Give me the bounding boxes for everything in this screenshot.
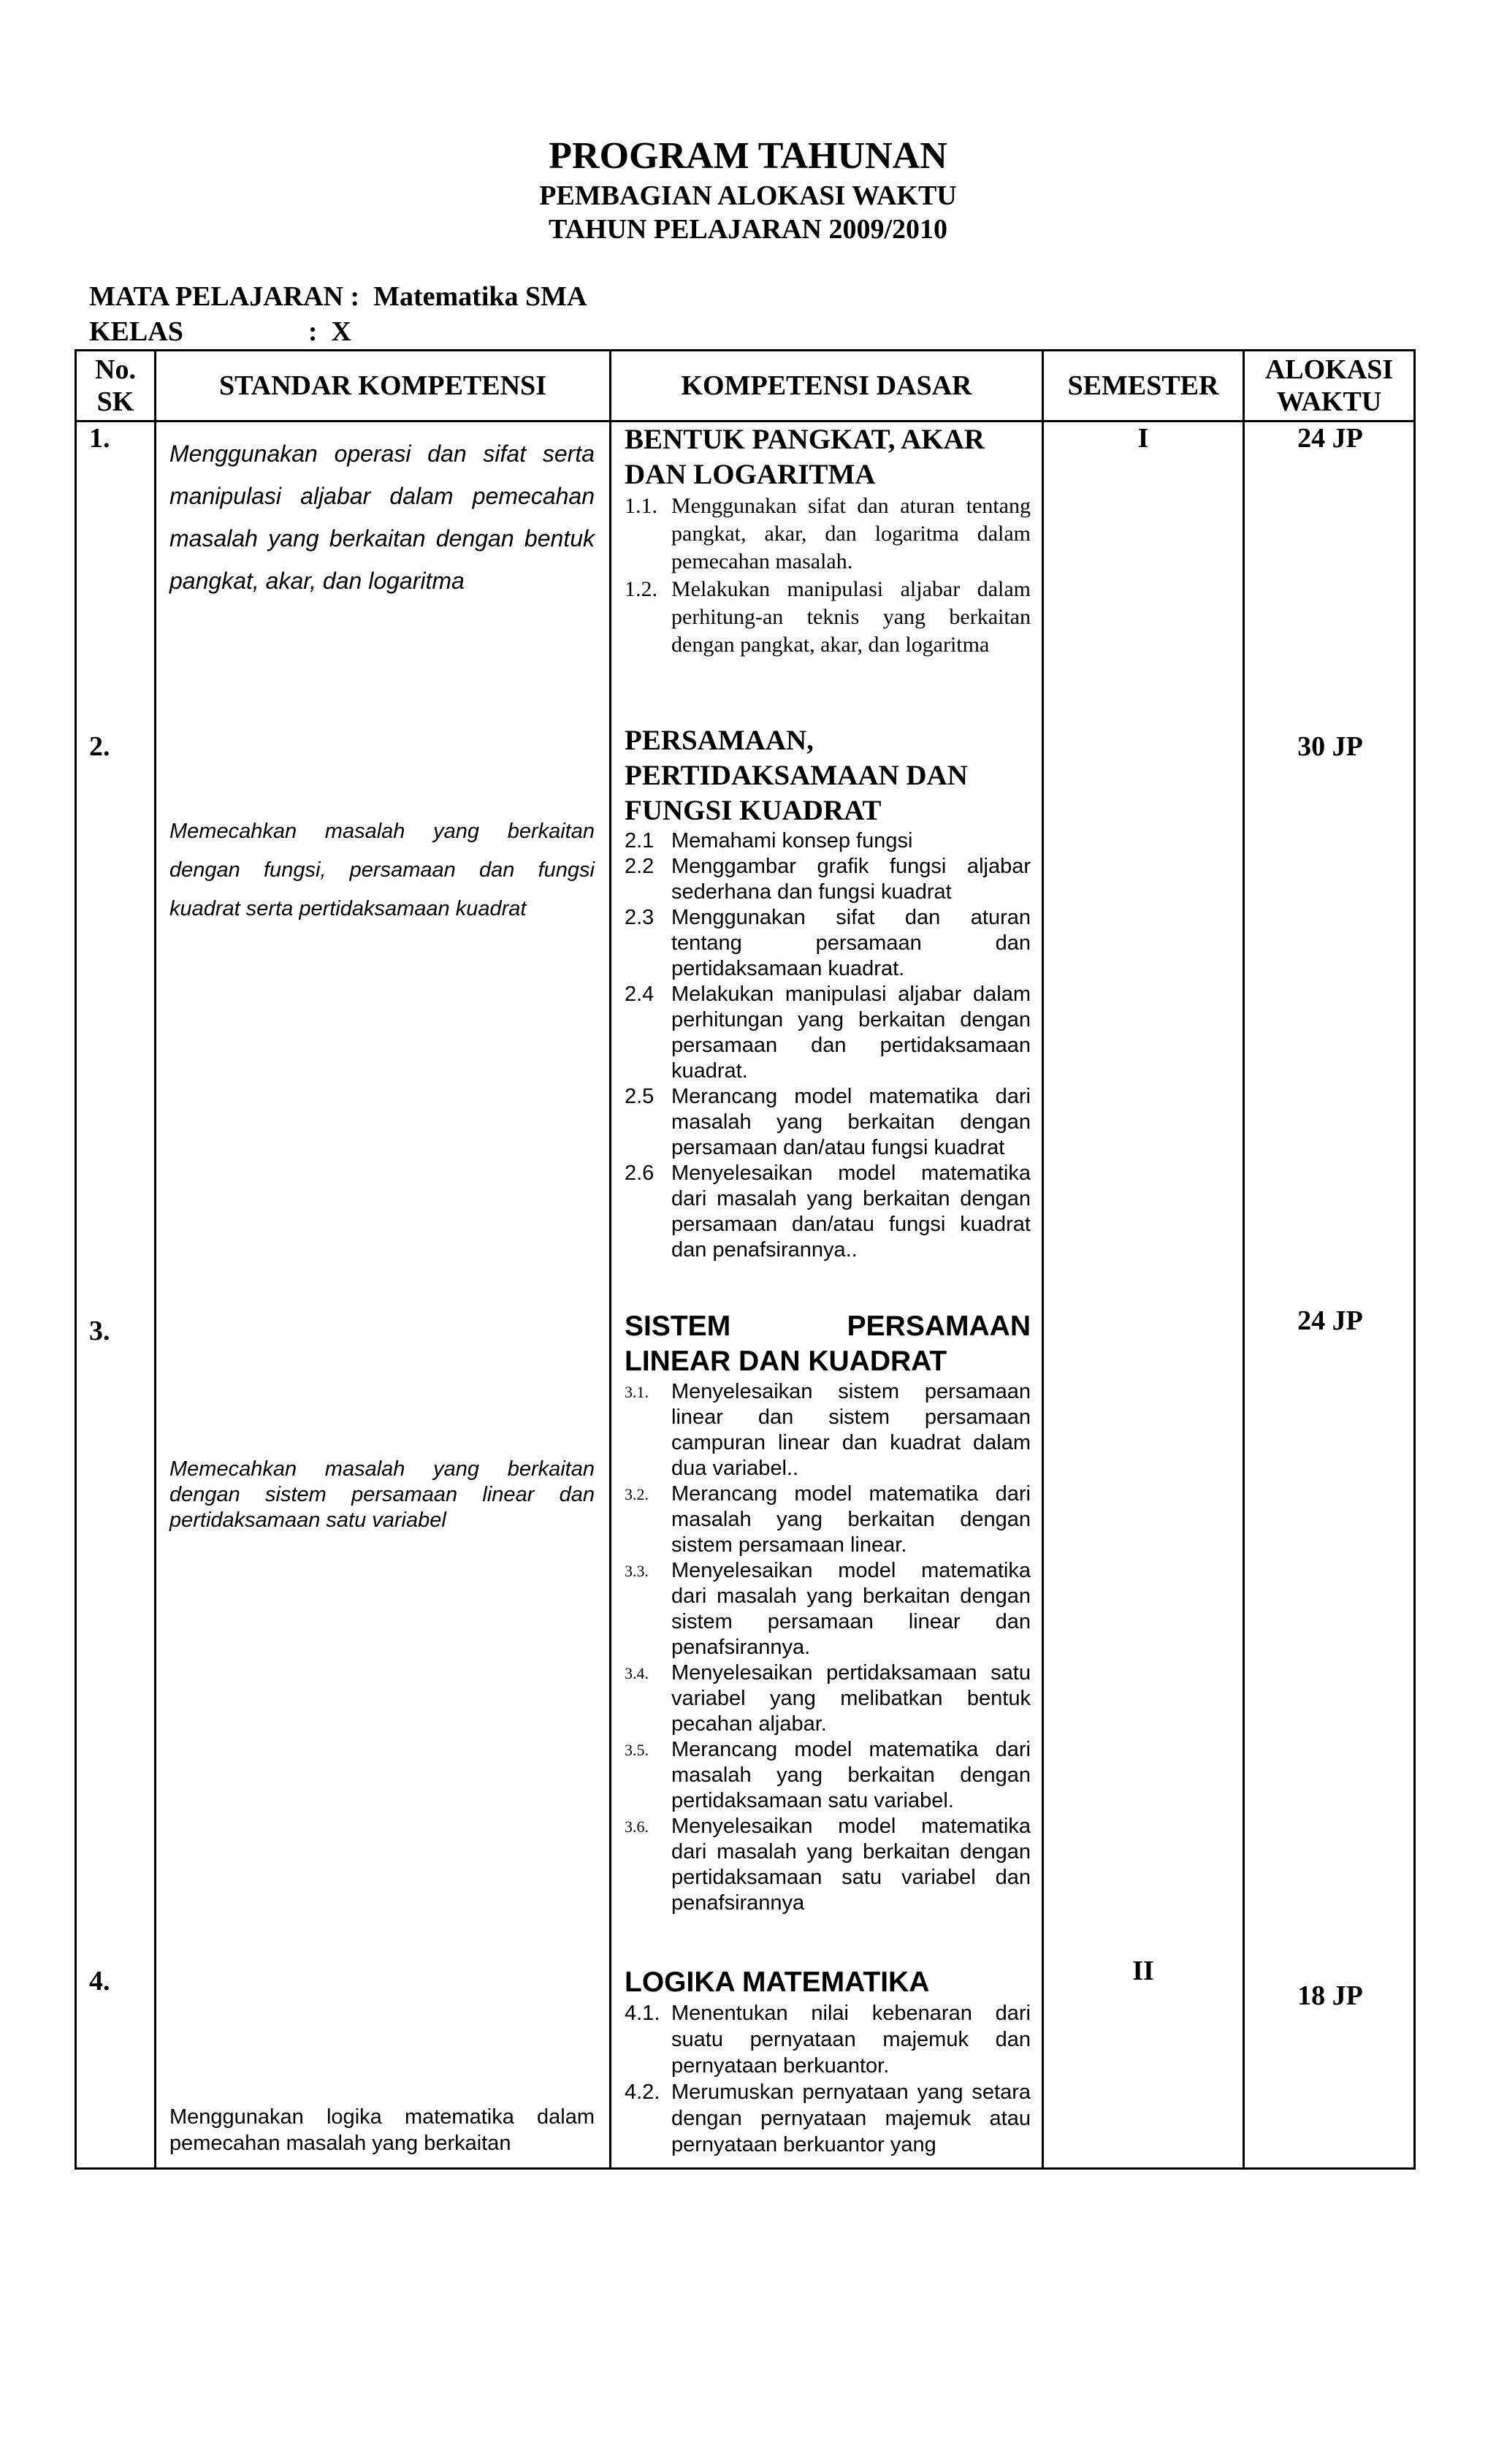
kompetensi-heading: SISTEM PERSAMAAN LINEAR DAN KUADRAT — [625, 1311, 1031, 1377]
item-number: 3.5. — [625, 1741, 649, 1759]
kompetensi-item — [625, 1660, 1031, 1737]
standar-kompetensi: Menggunakan logika matematika dalam pemecahan masalah yang berkaitan — [169, 2105, 595, 2155]
column-header-alokasi: ALOKASI WAKTU — [1264, 354, 1394, 417]
item-text: Menggambar grafik fungsi aljabar sederhana dan fungsi kuadrat — [671, 855, 1031, 904]
kompetensi-heading: LOGIKA MATEMATIKA — [625, 1967, 930, 1998]
item-text: Merancang model matematika dari masalah yang berkaitan dengan persamaan dan/atau fungsi kuadrat — [671, 1085, 1031, 1159]
kompetensi-item — [625, 1084, 1031, 1161]
subject-label: MATA PELAJARAN : Matematika SMA — [89, 281, 587, 312]
kompetensi-item — [625, 905, 1031, 982]
item-number: 1.1. — [625, 494, 657, 518]
item-number: 1.2. — [625, 577, 657, 601]
alokasi-value: 24 JP — [1297, 1305, 1363, 1336]
kompetensi-dasar — [625, 1965, 1031, 2158]
column-divider — [609, 349, 611, 2170]
column-header-semester: SEMESTER — [1067, 370, 1219, 401]
item-text: Melakukan manipulasi aljabar dalam perhitung-an teknis yang berkaitan dengan pangkat, akar, dan logaritma — [671, 577, 1031, 657]
column-header-no-sk: No. SK — [95, 354, 136, 417]
item-number: 3.4. — [625, 1664, 649, 1682]
item-number: 2.6 — [625, 1162, 654, 1185]
column-header-kompetensi: KOMPETENSI DASAR — [681, 370, 972, 401]
item-text: Merumuskan pernyataan yang setara dengan pernyataan majemuk atau pernyataan berkuantor yang — [671, 2080, 1031, 2156]
item-number: 2.5 — [625, 1085, 654, 1108]
kompetensi-item — [625, 982, 1031, 1084]
standar-kompetensi: Memecahkan masalah yang berkaitan dengan fungsi, persamaan dan fungsi kuadrat serta pertidaksamaan kuadrat — [169, 820, 595, 920]
kompetensi-item — [625, 1558, 1031, 1660]
row-number: 4. — [89, 1966, 110, 1996]
alokasi-value: 30 JP — [1297, 731, 1363, 762]
page-title: PROGRAM TAHUNAN — [549, 135, 947, 177]
item-number: 3.2. — [625, 1485, 649, 1503]
column-divider — [1042, 349, 1044, 2170]
item-text: Melakukan manipulasi aljabar dalam perhitungan yang berkaitan dengan persamaan dan pertidaksamaan kuadrat. — [671, 983, 1031, 1083]
kompetensi-item — [625, 1814, 1031, 1916]
kompetensi-item — [625, 2079, 1031, 2158]
column-header-standar: STANDAR KOMPETENSI — [219, 370, 546, 401]
kompetensi-dasar — [625, 422, 1031, 659]
kompetensi-item — [625, 1737, 1031, 1814]
item-number: 2.1 — [625, 829, 654, 853]
item-text: Menentukan nilai kebenaran dari suatu pernyataan majemuk dan pernyataan berkuantor. — [671, 2002, 1031, 2078]
kompetensi-item — [625, 854, 1031, 905]
item-text: Menyelesaikan sistem persamaan linear dan sistem persamaan campuran linear dan kuadrat dalam dua variabel.. — [671, 1380, 1031, 1480]
item-number: 4.1. — [625, 2002, 660, 2025]
item-number: 2.4 — [625, 983, 654, 1006]
item-text: Menyelesaikan model matematika dari masalah yang berkaitan dengan pertidaksamaan satu variabel dan penafsirannya — [671, 1815, 1031, 1915]
item-text: Memahami konsep fungsi — [671, 829, 913, 853]
kompetensi-heading: BENTUK PANGKAT, AKAR DAN LOGARITMA — [625, 424, 985, 490]
page-subtitle-year: TAHUN PELAJARAN 2009/2010 — [548, 214, 948, 245]
kompetensi-item — [625, 1161, 1031, 1263]
semester-value: II — [1132, 1956, 1154, 1986]
item-number: 3.1. — [625, 1383, 649, 1401]
item-number: 4.2. — [625, 2080, 660, 2104]
item-text: Menyelesaikan model matematika dari masalah yang berkaitan dengan sistem persamaan linear dan penafsirannya. — [671, 1559, 1031, 1659]
kompetensi-item — [625, 828, 1031, 854]
row-number: 3. — [89, 1316, 110, 1346]
kompetensi-item — [625, 492, 1031, 576]
item-text: Menggunakan sifat dan aturan tentang pangkat, akar, dan logaritma dalam pemecahan masalah. — [671, 494, 1031, 573]
item-text: Menggunakan sifat dan aturan tentang persamaan dan pertidaksamaan kuadrat. — [671, 906, 1031, 980]
page-subtitle-allocation: PEMBAGIAN ALOKASI WAKTU — [539, 180, 957, 211]
standar-kompetensi: Menggunakan operasi dan sifat serta manipulasi aljabar dalam pemecahan masalah yang berkaitan dengan bentuk pangkat, akar, dan logaritma — [169, 440, 595, 594]
semester-value: I — [1137, 423, 1149, 454]
standar-kompetensi: Memecahkan masalah yang berkaitan dengan sistem persamaan linear dan pertidaksamaan satu variabel — [169, 1457, 595, 1532]
row-number: 1. — [89, 423, 110, 454]
kompetensi-item — [625, 576, 1031, 659]
kompetensi-item — [625, 2000, 1031, 2079]
class-label: KELAS : X — [89, 316, 351, 347]
item-number: 2.2 — [625, 855, 654, 878]
kompetensi-dasar — [625, 1309, 1031, 1916]
kompetensi-dasar — [625, 723, 1031, 1263]
item-number: 2.3 — [625, 906, 654, 929]
row-number: 2. — [89, 731, 110, 762]
column-divider — [154, 349, 156, 2170]
alokasi-value: 18 JP — [1297, 1980, 1363, 2011]
item-number: 3.3. — [625, 1562, 649, 1580]
alokasi-value: 24 JP — [1297, 423, 1363, 454]
item-number: 3.6. — [625, 1818, 649, 1836]
kompetensi-heading: PERSAMAAN, PERTIDAKSAMAAN DAN FUNGSI KUADRAT — [625, 725, 968, 826]
item-text: Menyelesaikan model matematika dari masalah yang berkaitan dengan persamaan dan/atau fungsi kuadrat dan penafsirannya.. — [671, 1162, 1031, 1262]
column-divider — [1243, 349, 1245, 2170]
item-text: Merancang model matematika dari masalah yang berkaitan dengan pertidaksamaan satu variabel. — [671, 1738, 1031, 1812]
item-text: Menyelesaikan pertidaksamaan satu variabel yang melibatkan bentuk pecahan aljabar. — [671, 1661, 1031, 1736]
kompetensi-item — [625, 1379, 1031, 1481]
kompetensi-item — [625, 1481, 1031, 1558]
item-text: Merancang model matematika dari masalah yang berkaitan dengan sistem persamaan linear. — [671, 1482, 1031, 1557]
